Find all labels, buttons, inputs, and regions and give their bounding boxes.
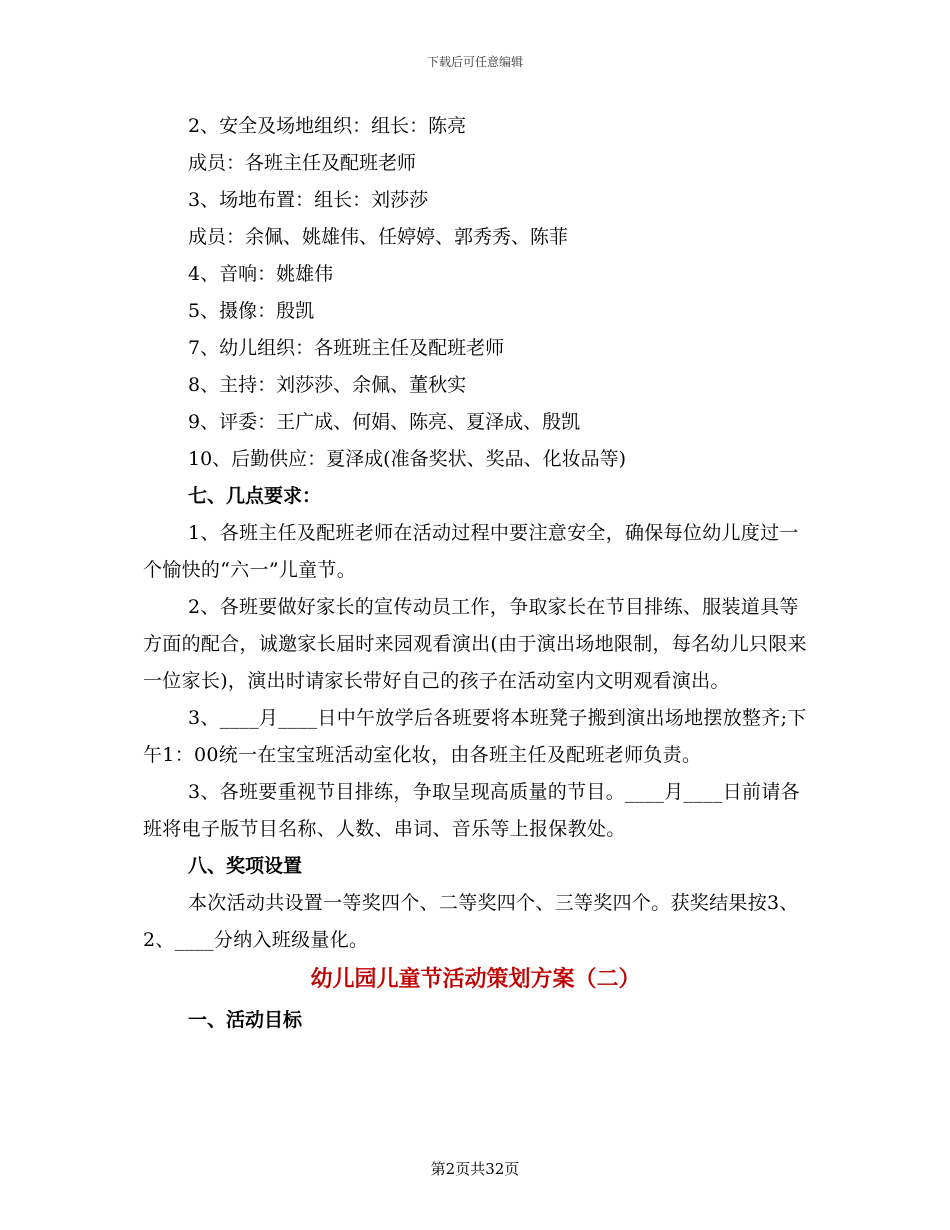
staff-safety-line: 2、安全及场地组织：组长：陈亮 (188, 115, 467, 137)
page-footer: 第2页共32页 (430, 1160, 520, 1178)
page-header: 下载后可任意编辑 (426, 55, 523, 69)
requirement-paragraph-2: 2、各班要做好家长的宣传动员工作，争取家长在节目排练、服装道具等方面的配合，诚邀家长届时来园观看演出(由于演出场地限制，每名幼儿只限来一位家长)，演出时请家长带好自己的孩子在活动室内文明观看演出。 (143, 596, 807, 692)
plan-two-title: 幼儿园儿童节活动策划方案（二） (310, 966, 641, 992)
staff-children-line: 7、幼儿组织：各班班主任及配班老师 (188, 337, 505, 359)
section-heading-goals: 一、活动目标 (188, 1009, 303, 1031)
requirement-paragraph-3: 3、____月____日中午放学后各班要将本班凳子搬到演出场地摆放整齐;下午1：00统一在宝宝班活动室化妆，由各班主任及配班老师负责。 (143, 707, 807, 766)
staff-venue-members: 成员：余佩、姚雄伟、任婷婷、郭秀秀、陈菲 (188, 226, 569, 248)
staff-judges-line: 9、评委：王广成、何娟、陈亮、夏泽成、殷凯 (188, 411, 581, 433)
requirement-paragraph-4: 3、各班要重视节目排练，争取呈现高质量的节目。____月____日前请各班将电子版节目名称、人数、串词、音乐等上报保教处。 (143, 781, 800, 840)
staff-logistics-line: 10、后勤供应：夏泽成(准备奖状、奖品、化妆品等) (188, 448, 627, 470)
document-body (143, 108, 808, 1039)
staff-venue-line: 3、场地布置：组长：刘莎莎 (188, 189, 429, 211)
staff-host-line: 8、主持：刘莎莎、余佩、董秋实 (188, 374, 467, 396)
staff-audio-line: 4、音响：姚雄伟 (188, 263, 334, 285)
staff-safety-members: 成员：各班主任及配班老师 (188, 152, 417, 174)
awards-paragraph: 本次活动共设置一等奖四个、二等奖四个、三等奖四个。获奖结果按3、2、____分纳入班级量化。 (143, 892, 799, 951)
staff-camera-line: 5、摄像：殷凯 (188, 300, 315, 322)
section-heading-awards: 八、奖项设置 (188, 855, 303, 877)
section-heading-requirements: 七、几点要求： (188, 485, 322, 507)
requirement-paragraph-1: 1、各班主任及配班老师在活动过程中要注意安全，确保每位幼儿度过一个愉快的“六一”儿童节。 (143, 522, 799, 581)
